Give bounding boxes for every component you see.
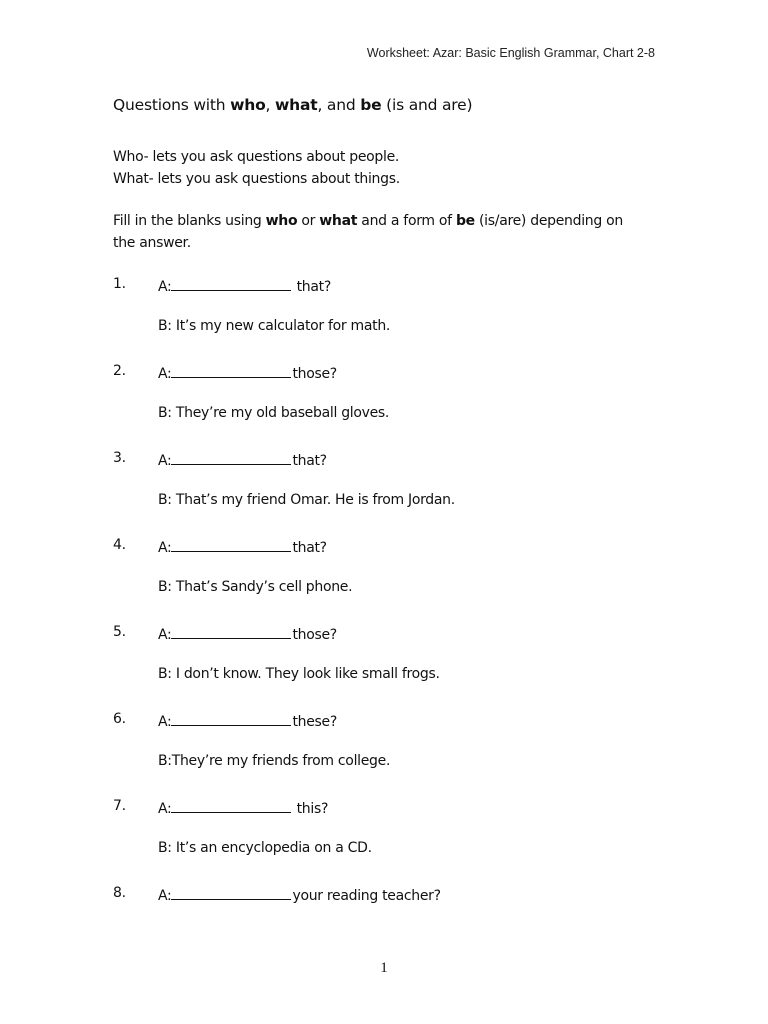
answer-line-b: B: That’s Sandy’s cell phone.: [158, 579, 353, 595]
instructions: [113, 210, 643, 254]
title-comma: ,: [265, 96, 276, 114]
question-suffix: that?: [292, 279, 331, 295]
speaker-a-label: A:: [158, 714, 172, 730]
question-line-a: [158, 624, 337, 643]
question-item: [113, 450, 673, 537]
title-and: , and: [317, 96, 361, 114]
answer-blank[interactable]: [171, 450, 291, 465]
instructions-what: what: [319, 213, 358, 229]
question-line-a: [158, 885, 441, 904]
question-item: [113, 363, 673, 450]
answer-blank[interactable]: [171, 363, 291, 378]
question-suffix: those?: [292, 627, 337, 643]
question-suffix: these?: [292, 714, 337, 730]
speaker-a-label: A:: [158, 627, 172, 643]
question-number: 2.: [113, 363, 126, 379]
title-what: what: [275, 96, 318, 114]
question-suffix: those?: [292, 366, 337, 382]
answer-line-b: B: It’s my new calculator for math.: [158, 318, 391, 334]
question-item: [113, 798, 673, 885]
answer-blank[interactable]: [171, 711, 291, 726]
answer-line-b: B: That’s my friend Omar. He is from Jordan.: [158, 492, 455, 508]
question-number: 1.: [113, 276, 126, 292]
page-header: Worksheet: Azar: Basic English Grammar, Chart 2-8: [366, 46, 655, 60]
title-suffix: (is and are): [381, 96, 473, 114]
answer-line-b: B: They’re my old baseball gloves.: [158, 405, 390, 421]
intro-who-line: Who- lets you ask questions about people.: [113, 149, 400, 165]
question-number: 4.: [113, 537, 126, 553]
instructions-part3: (is/are) depending on the answer.: [113, 213, 623, 251]
question-suffix: that?: [292, 540, 327, 556]
page-number: 1: [380, 960, 388, 976]
question-item: [113, 624, 673, 711]
intro-what-line: What- lets you ask questions about things.: [113, 171, 400, 187]
question-line-a: [158, 711, 337, 730]
question-number: 7.: [113, 798, 126, 814]
question-line-a: [158, 798, 328, 817]
question-list: [113, 276, 673, 972]
question-item: [113, 537, 673, 624]
question-line-a: [158, 537, 327, 556]
answer-blank[interactable]: [171, 276, 291, 291]
question-number: 8.: [113, 885, 126, 901]
question-line-a: [158, 450, 327, 469]
instructions-who: who: [265, 213, 298, 229]
answer-line-b: B: It’s an encyclopedia on a CD.: [158, 840, 372, 856]
instructions-part1: Fill in the blanks using: [113, 213, 266, 229]
speaker-a-label: A:: [158, 279, 172, 295]
question-suffix: your reading teacher?: [292, 888, 441, 904]
speaker-a-label: A:: [158, 540, 172, 556]
worksheet-title: [113, 96, 472, 114]
question-suffix: this?: [292, 801, 329, 817]
answer-line-b: B:They’re my friends from college.: [158, 753, 391, 769]
answer-blank[interactable]: [171, 537, 291, 552]
speaker-a-label: A:: [158, 453, 172, 469]
question-item: [113, 276, 673, 363]
answer-blank[interactable]: [171, 624, 291, 639]
intro-text: [113, 146, 400, 190]
title-prefix: Questions with: [113, 96, 231, 114]
question-line-a: [158, 276, 331, 295]
question-item: [113, 885, 673, 972]
instructions-or: or: [297, 213, 320, 229]
answer-blank[interactable]: [171, 798, 291, 813]
question-number: 6.: [113, 711, 126, 727]
speaker-a-label: A:: [158, 366, 172, 382]
speaker-a-label: A:: [158, 888, 172, 904]
answer-blank[interactable]: [171, 885, 291, 900]
question-suffix: that?: [292, 453, 327, 469]
title-be: be: [360, 96, 382, 114]
speaker-a-label: A:: [158, 801, 172, 817]
title-who: who: [230, 96, 266, 114]
answer-line-b: B: I don’t know. They look like small frogs.: [158, 666, 440, 682]
question-item: [113, 711, 673, 798]
question-number: 3.: [113, 450, 126, 466]
instructions-part2: and a form of: [357, 213, 456, 229]
question-line-a: [158, 363, 337, 382]
question-number: 5.: [113, 624, 126, 640]
instructions-be: be: [455, 213, 475, 229]
